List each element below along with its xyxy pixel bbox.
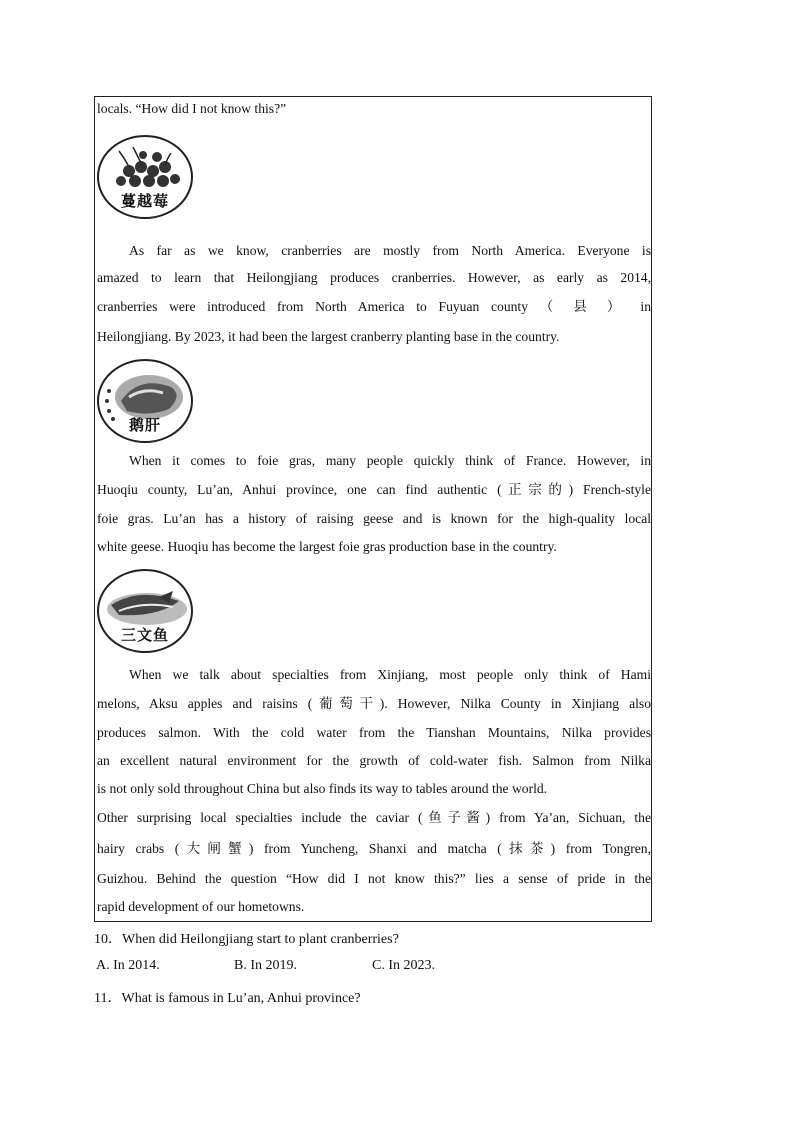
foie-line-1: When it comes to foie gras, many people quickly think of France. However, in [129,453,651,468]
salmon-line-9: rapid development of our hometowns. [97,899,305,914]
cranberry-line-4: Heilongjiang. By 2023, it had been the largest cranberry planting base in the country. [97,329,560,344]
cranberry-line-1: As far as we know, cranberries are mostly from North America. Everyone is [129,243,651,258]
salmon-line-7: hairy crabs (大闸蟹) from Yuncheng, Shanxi and matcha (抹茶) from Tongren, [97,841,651,856]
salmon-label: 三文鱼 [120,626,169,644]
salmon-line-6: Other surprising local specialties include the caviar (鱼子酱) from Ya’an, Sichuan, the [97,810,651,825]
q10-option-a[interactable]: A. In 2014. [96,958,160,973]
question-11: 11．What is famous in Lu’an, Anhui province? [94,991,361,1006]
intro-line: locals. “How did I not know this?” [97,101,287,116]
salmon-line-5: is not only sold throughout China but also finds its way to tables around the world. [97,781,548,796]
foie-gras-label: 鹅肝 [128,416,161,434]
cranberry-badge [97,135,193,219]
foie-gras-badge [97,359,193,443]
salmon-line-4: an excellent natural environment for the growth of cold-water fish. Salmon from Nilka [97,753,651,768]
foie-line-2: Huoqiu county, Lu’an, Anhui province, one can find authentic (正宗的) French-style [97,482,651,497]
cranberry-label: 蔓越莓 [120,192,169,210]
foie-line-3: foie gras. Lu’an has a history of raising geese and is known for the high-quality local [97,511,651,526]
salmon-line-3: produces salmon. With the cold water from the Tianshan Mountains, Nilka provides [97,725,651,740]
salmon-line-1: When we talk about specialties from Xinjiang, most people only think of Hami [129,667,651,682]
salmon-line-2: melons, Aksu apples and raisins (葡萄干). However, Nilka County in Xinjiang also [97,696,651,711]
cranberry-line-3: cranberries were introduced from North America to Fuyuan county （ 县 ） in [97,299,651,314]
question-10: 10．When did Heilongjiang start to plant cranberries? [94,932,399,947]
salmon-line-8: Guizhou. Behind the question “How did I not know this?” lies a sense of pride in the [97,871,651,886]
foie-line-4: white geese. Huoqiu has become the largest foie gras production base in the country. [97,539,557,554]
q10-option-c[interactable]: C. In 2023. [372,958,435,973]
salmon-badge [97,569,193,653]
passage-box [94,96,652,922]
cranberry-line-2: amazed to learn that Heilongjiang produces cranberries. However, as early as 2014, [97,270,651,285]
q10-option-b[interactable]: B. In 2019. [234,958,297,973]
